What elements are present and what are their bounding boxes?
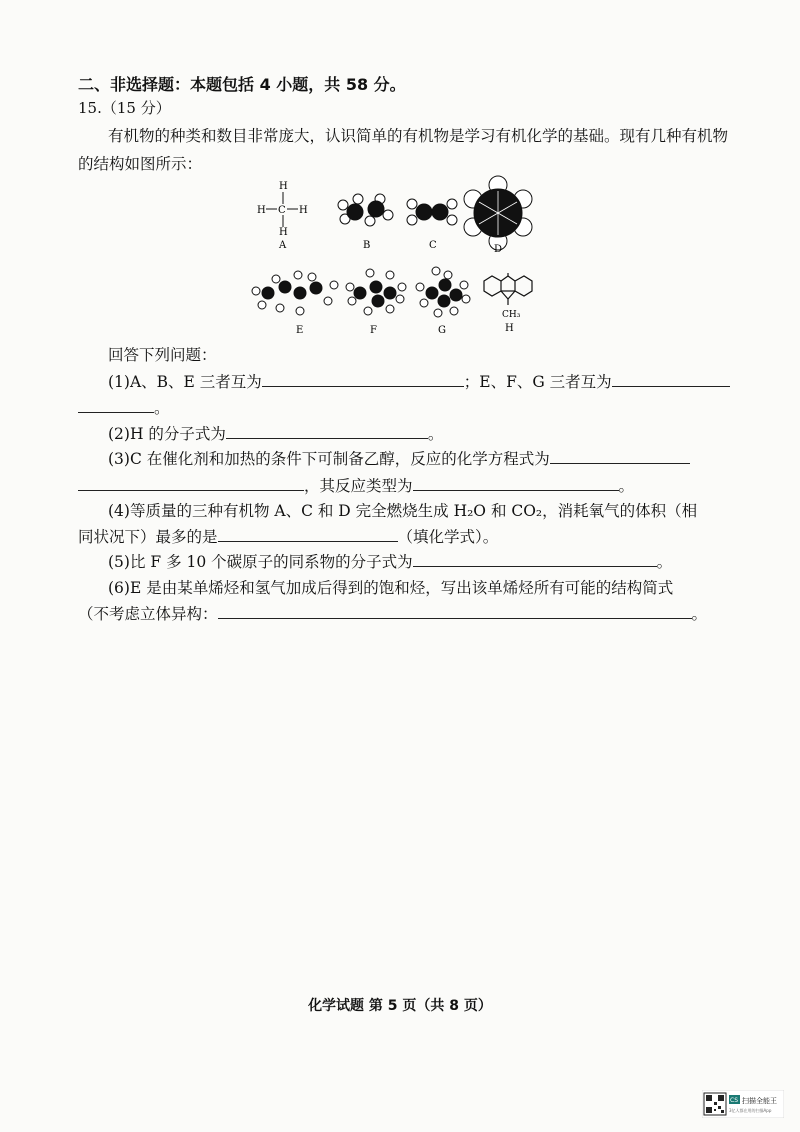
q1-answer-blank-2-cont[interactable]	[78, 411, 154, 413]
methane-h-right: H	[299, 205, 308, 216]
h-substituent: CH₃	[502, 310, 521, 320]
q1-answer-blank-1[interactable]	[262, 385, 464, 387]
scanner-stamp-graphic	[702, 1090, 784, 1118]
molecule-b-ethane-model	[338, 194, 393, 226]
molecule-d-benzene-model	[464, 176, 532, 250]
section-title: 二、非选择题：本题包括 4 小题，共 58 分。	[78, 75, 406, 94]
q5-text: (5)比 F 多 10 个碳原子的同系物的分子式为	[108, 553, 413, 571]
molecule-e-model	[252, 271, 338, 315]
methane-h-left: H	[257, 205, 266, 216]
question-1-line-1	[108, 370, 730, 392]
label-h: H	[505, 323, 514, 334]
methane-h-top: H	[279, 181, 288, 192]
label-a: A	[279, 240, 287, 251]
question-6-line-2	[78, 602, 707, 624]
q2-end: 。	[427, 425, 444, 443]
question-6-line-1: (6)E 是由某单烯烃和氢气加成后得到的饱和烃，写出该单烯烃所有可能的结构简式	[108, 579, 674, 597]
q2-text: (2)H 的分子式为	[108, 425, 226, 443]
q4-text-c: （填化学式）。	[397, 528, 499, 546]
stamp-subtitle: 3亿人都在用的扫描App	[729, 1108, 772, 1113]
q3-answer-blank-1-cont[interactable]	[78, 489, 304, 491]
label-f: F	[370, 325, 377, 336]
question-1-line-2	[78, 396, 170, 418]
label-b: B	[363, 240, 371, 251]
label-c: C	[429, 240, 437, 251]
q3-text-a: (3)C 在催化剂和加热的条件下可制备乙醇，反应的化学方程式为	[108, 450, 550, 468]
q5-answer-blank[interactable]	[413, 565, 657, 567]
question-4-line-1: (4)等质量的三种有机物 A、C 和 D 完全燃烧生成 H₂O 和 CO₂，消耗氧气的体积（相	[108, 502, 698, 520]
label-d: D	[494, 244, 503, 255]
molecule-figure	[240, 175, 570, 340]
molecule-h-skeletal	[484, 273, 532, 305]
q1-answer-blank-2[interactable]	[612, 385, 730, 387]
page-footer: 化学试题 第 5 页（共 8 页）	[308, 998, 492, 1014]
molecule-g-model	[416, 267, 470, 317]
q3-answer-blank-1[interactable]	[550, 462, 690, 464]
q2-answer-blank[interactable]	[226, 437, 428, 439]
q5-end: 。	[656, 553, 673, 571]
question-4-line-2	[78, 525, 498, 547]
label-g: G	[438, 325, 446, 336]
q3-end: 。	[618, 477, 635, 495]
q6-end: 。	[691, 605, 708, 623]
q1-text-b: ；E、F、G 三者互为	[463, 373, 612, 391]
question-2	[108, 422, 443, 444]
q4-answer-blank[interactable]	[218, 540, 398, 542]
q4-text-b: 同状况下）最多的是	[78, 528, 218, 546]
question-5	[108, 550, 672, 572]
q1-end: 。	[154, 399, 170, 417]
methane-h-bottom: H	[279, 227, 288, 238]
stamp-title: 扫描全能王	[742, 1097, 777, 1105]
qr-code-icon	[704, 1093, 726, 1115]
q1-text-a: (1)A、B、E 三者互为	[108, 373, 262, 391]
q3-answer-blank-2[interactable]	[413, 489, 619, 491]
label-e: E	[296, 325, 304, 336]
cs-logo-text: CS	[730, 1097, 738, 1104]
methane-c: C	[278, 205, 286, 216]
q6-text-b: （不考虑立体异构：	[78, 605, 218, 623]
question-number: 15.（15 分）	[78, 99, 171, 117]
molecule-a-methane	[257, 181, 308, 238]
scanner-stamp	[702, 1090, 784, 1118]
molecule-f-model	[346, 269, 406, 315]
q6-answer-blank[interactable]	[218, 617, 692, 619]
question-3-line-2	[78, 474, 634, 496]
question-3-line-1	[108, 447, 690, 469]
question-intro: 有机物的种类和数目非常庞大，认识简单的有机物是学习有机化学的基础。现有几种有机物的结构如图所示：	[78, 127, 729, 173]
answer-prompt: 回答下列问题：	[108, 346, 217, 364]
molecule-c-ethene-model	[407, 199, 457, 225]
q3-text-b: ，其反应类型为	[304, 477, 413, 495]
